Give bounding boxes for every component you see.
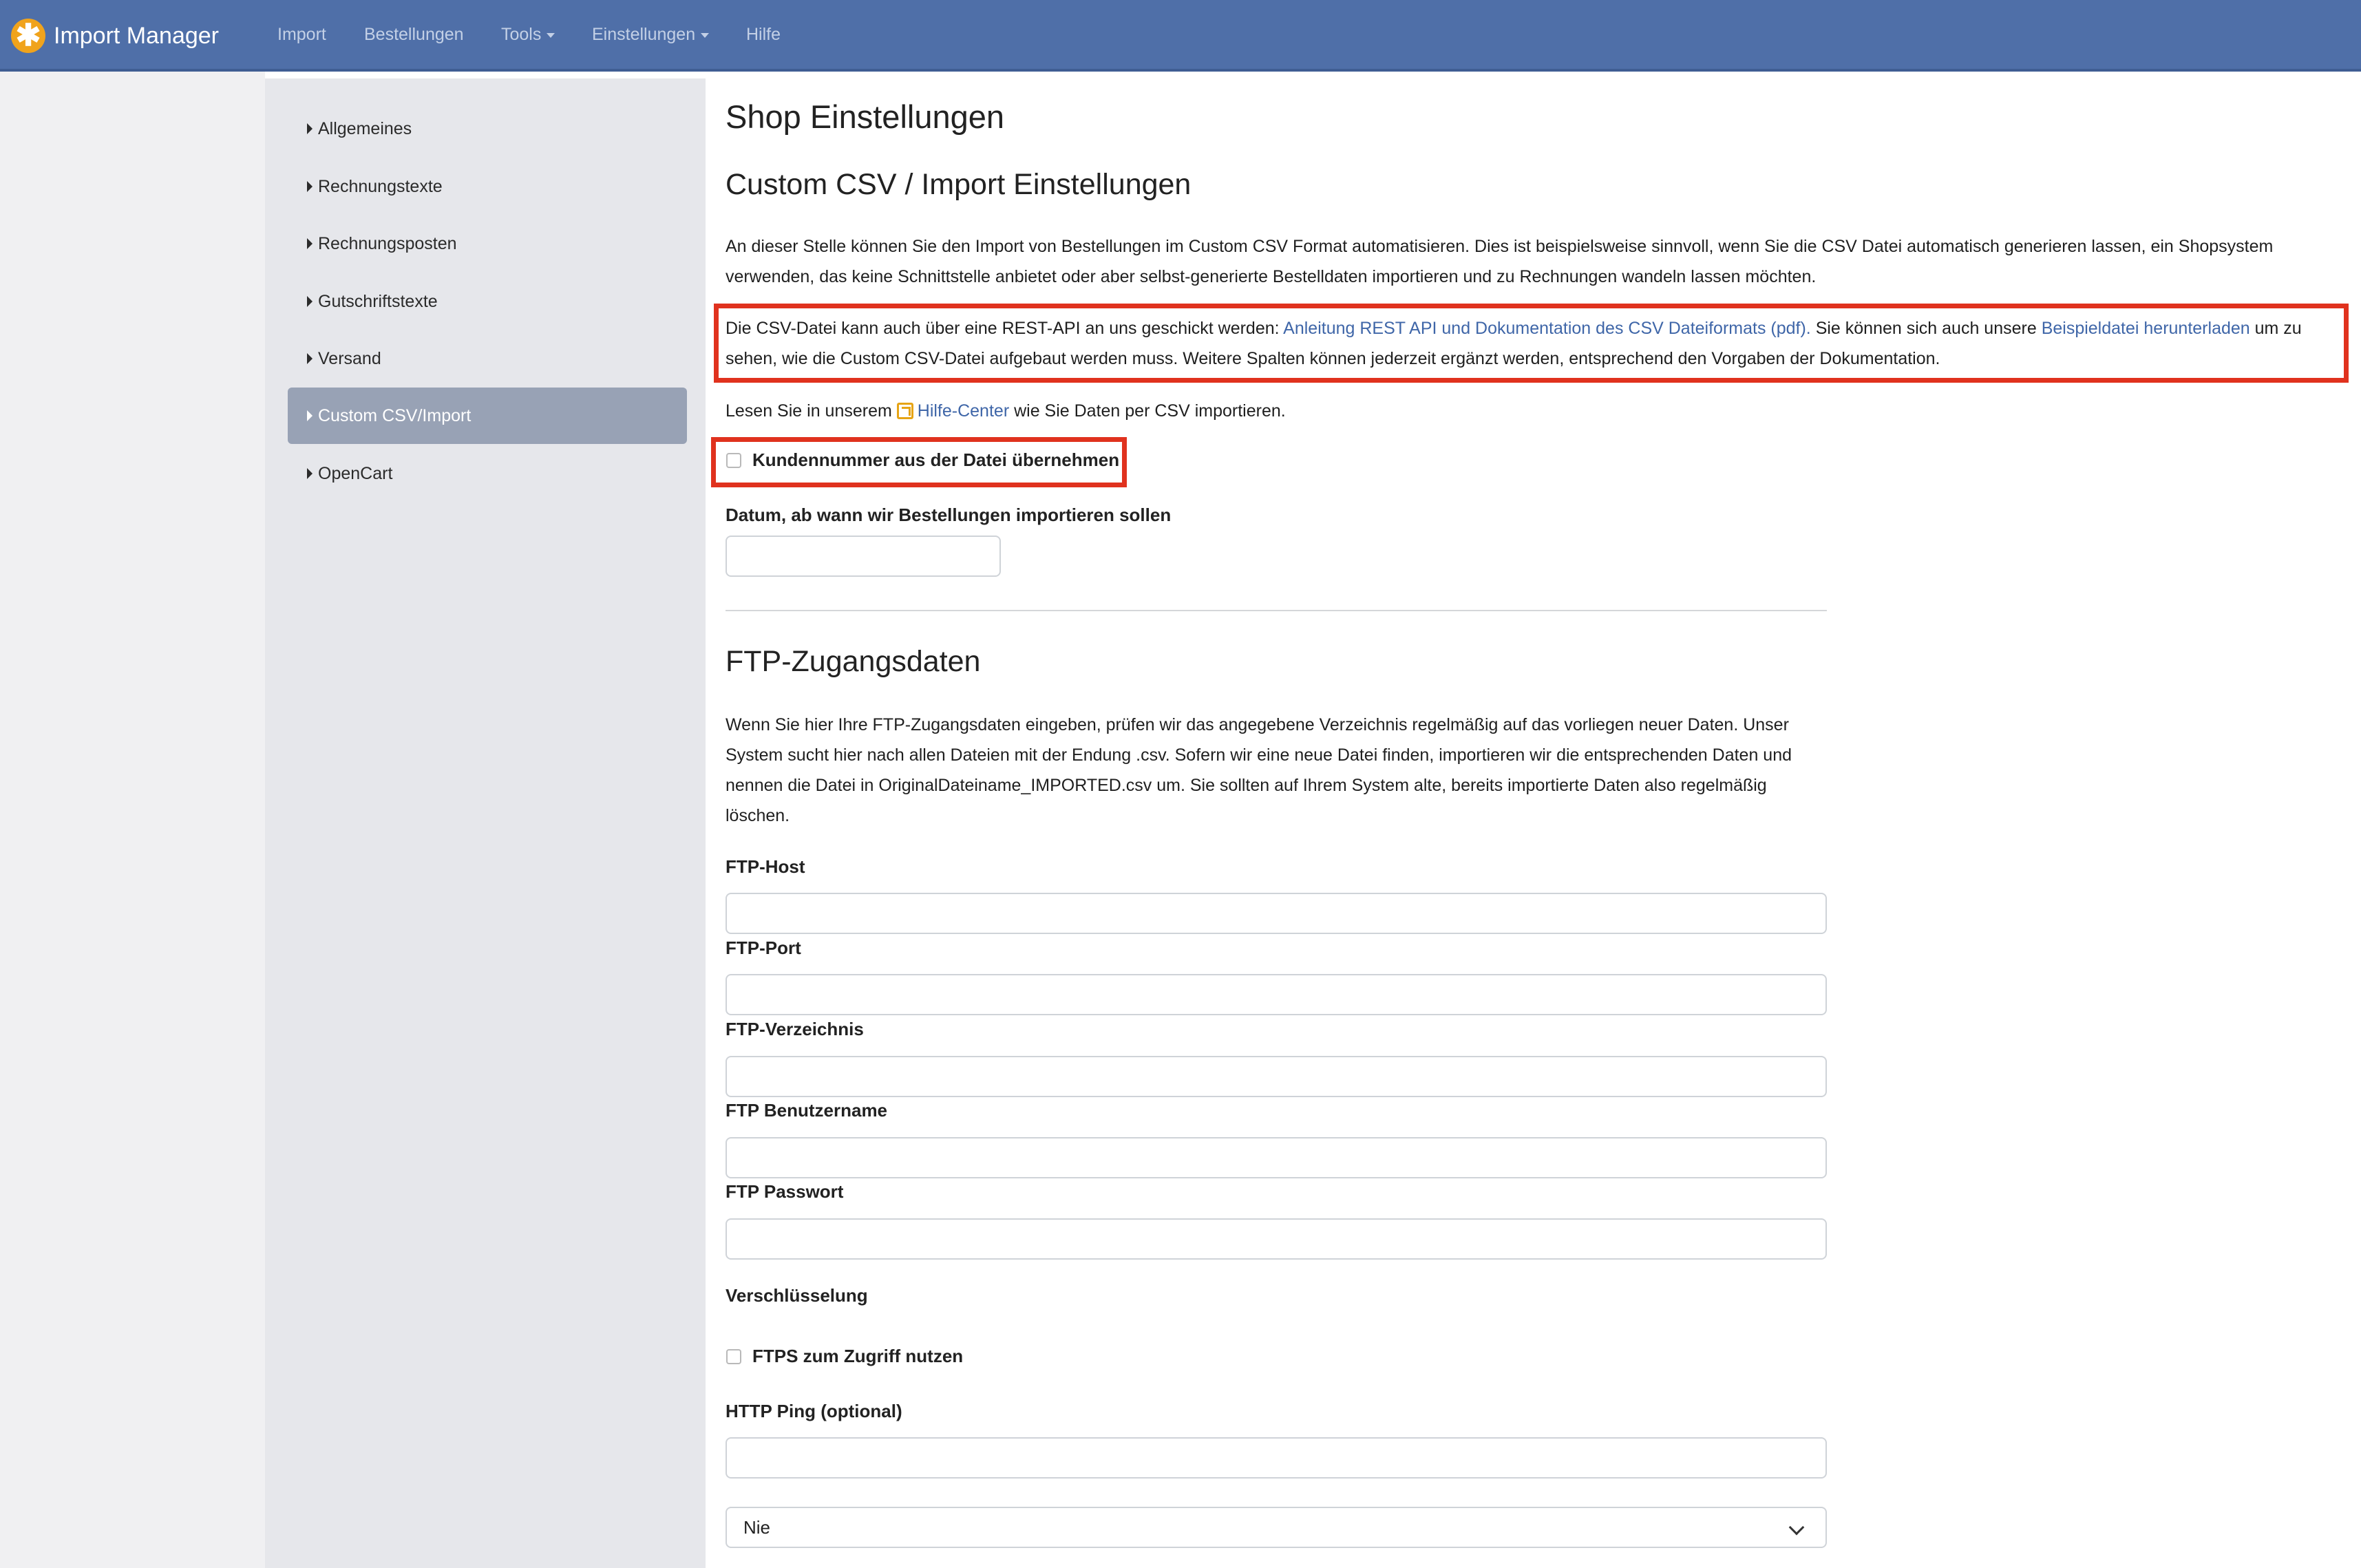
top-navbar <box>0 0 2361 72</box>
ftp-username-input[interactable] <box>726 1137 1827 1178</box>
ftps-label: FTPS zum Zugriff nutzen <box>752 1346 964 1366</box>
ftps-checkbox[interactable] <box>726 1349 741 1364</box>
caret-right-icon <box>307 353 313 364</box>
caret-right-icon <box>307 238 313 249</box>
interval-select[interactable] <box>726 1507 1827 1548</box>
ftp-username-label: FTP Benutzername <box>726 1100 888 1121</box>
help-text-1: Lesen Sie in unserem <box>726 401 897 421</box>
ftp-port-label: FTP-Port <box>726 937 801 958</box>
caret-right-icon <box>307 123 313 134</box>
nav-import[interactable]: Import <box>277 25 326 44</box>
help-center-text <box>726 396 1286 426</box>
ftp-host-label: FTP-Host <box>726 856 805 877</box>
sidebar-item-gutschriftstexte[interactable] <box>288 273 687 330</box>
customer-number-checkbox[interactable] <box>726 453 741 468</box>
sidebar-item-label: Rechnungstexte <box>318 176 443 196</box>
page-title: Shop Einstellungen <box>726 98 1005 135</box>
sidebar-item-custom-csv-import[interactable] <box>288 388 687 444</box>
customer-number-option[interactable] <box>726 449 1119 471</box>
ftp-password-label: FTP Passwort <box>726 1181 844 1202</box>
caret-right-icon <box>307 410 313 421</box>
divider <box>726 610 1827 611</box>
sidebar-item-versand[interactable] <box>288 330 687 387</box>
nav-tools-label: Tools <box>501 25 542 44</box>
brand-logo-icon: ✱ <box>11 19 45 53</box>
ftp-directory-label: FTP-Verzeichnis <box>726 1019 864 1039</box>
ftp-password-input[interactable] <box>726 1218 1827 1260</box>
sidebar-item-label: Allgemeines <box>318 118 412 138</box>
nav-einstellungen[interactable] <box>592 21 709 48</box>
api-text-2: Sie können sich auch unsere <box>1810 319 2042 338</box>
api-text-3: um zu sehen, wie die Custom CSV-Datei aufgebaut werden muss. Weitere Spalten können jederzeit ergänzt werden, entsprechend den Vorgaben der Dokumentation. <box>726 319 2302 368</box>
help-center-link[interactable]: Hilfe-Center <box>917 401 1010 421</box>
chevron-down-icon <box>547 33 555 38</box>
ftps-option[interactable] <box>726 1346 963 1367</box>
ftp-port-input[interactable] <box>726 974 1827 1015</box>
settings-sidebar <box>265 78 706 1568</box>
chevron-down-icon <box>1789 1520 1805 1536</box>
date-input[interactable] <box>726 536 1001 577</box>
nav-bestellungen[interactable]: Bestellungen <box>364 25 464 44</box>
nav-einstellungen-label: Einstellungen <box>592 25 696 44</box>
sidebar-item-label: Rechnungsposten <box>318 233 457 253</box>
sidebar-item-label: Custom CSV/Import <box>318 405 472 425</box>
sidebar-item-rechnungstexte[interactable] <box>288 158 687 215</box>
sidebar-item-allgemeines[interactable] <box>288 100 687 157</box>
http-ping-input[interactable] <box>726 1437 1827 1479</box>
intro-text: An dieser Stelle können Sie den Import von Bestellungen im Custom CSV Format automatisieren. Dies ist beispielsweise sinnvoll, wenn Sie die CSV Datei automatisch generieren lassen, ein Shopsystem verwenden, das keine Schnittstelle anbietet oder aber selbst-generierte Bestelldaten importieren und zu Rechnungen wandeln lassen möchten. <box>726 237 2274 286</box>
nav-hilfe[interactable]: Hilfe <box>746 25 781 44</box>
interval-select-value: Nie <box>743 1516 771 1538</box>
sidebar-item-label: Gutschriftstexte <box>318 291 438 311</box>
api-text-1: Die CSV-Datei kann auch über eine REST-API an uns geschickt werden: <box>726 319 1284 338</box>
customer-number-label: Kundennummer aus der Datei übernehmen <box>752 449 1120 470</box>
brand-title: Import Manager <box>54 22 219 49</box>
caret-right-icon <box>307 296 313 307</box>
page-gutter <box>0 72 265 1568</box>
external-link-icon <box>897 403 913 419</box>
caret-right-icon <box>307 468 313 479</box>
ftp-section-title: FTP-Zugangsdaten <box>726 645 981 678</box>
sidebar-item-rechnungsposten[interactable] <box>288 215 687 272</box>
api-doc-link[interactable]: Anleitung REST API und Dokumentation des CSV Dateiformats (pdf). <box>1283 319 1811 338</box>
sidebar-item-label: OpenCart <box>318 463 393 483</box>
ftp-host-input[interactable] <box>726 893 1827 934</box>
caret-right-icon <box>307 181 313 192</box>
help-text-2: wie Sie Daten per CSV importieren. <box>1009 401 1286 421</box>
api-info-text <box>726 313 2340 374</box>
http-ping-label: HTTP Ping (optional) <box>726 1401 902 1421</box>
sidebar-item-label: Versand <box>318 348 381 368</box>
chevron-down-icon <box>701 33 709 38</box>
date-label: Datum, ab wann wir Bestellungen importieren sollen <box>726 505 1172 525</box>
brand[interactable] <box>11 17 219 55</box>
ftp-description: Wenn Sie hier Ihre FTP-Zugangsdaten eingeben, prüfen wir das angegebene Verzeichnis regelmäßig auf das vorliegen neuer Daten. Unser System sucht hier nach allen Dateien mit der Endung .csv. Sofern wir eine neue Datei finden, importieren wir die entsprechenden Daten und nennen die Datei in OriginalDateiname_IMPORTED.csv um. Sie sollten auf Ihrem System alte, bereits importierte Daten also regelmäßig löschen. <box>726 715 1792 825</box>
section-title: Custom CSV / Import Einstellungen <box>726 168 1192 201</box>
encryption-label: Verschlüsselung <box>726 1285 868 1306</box>
ftp-directory-input[interactable] <box>726 1056 1827 1097</box>
sidebar-item-opencart[interactable] <box>288 445 687 502</box>
sample-file-link[interactable]: Beispieldatei herunterladen <box>2041 319 2250 338</box>
nav-tools[interactable] <box>501 21 555 48</box>
